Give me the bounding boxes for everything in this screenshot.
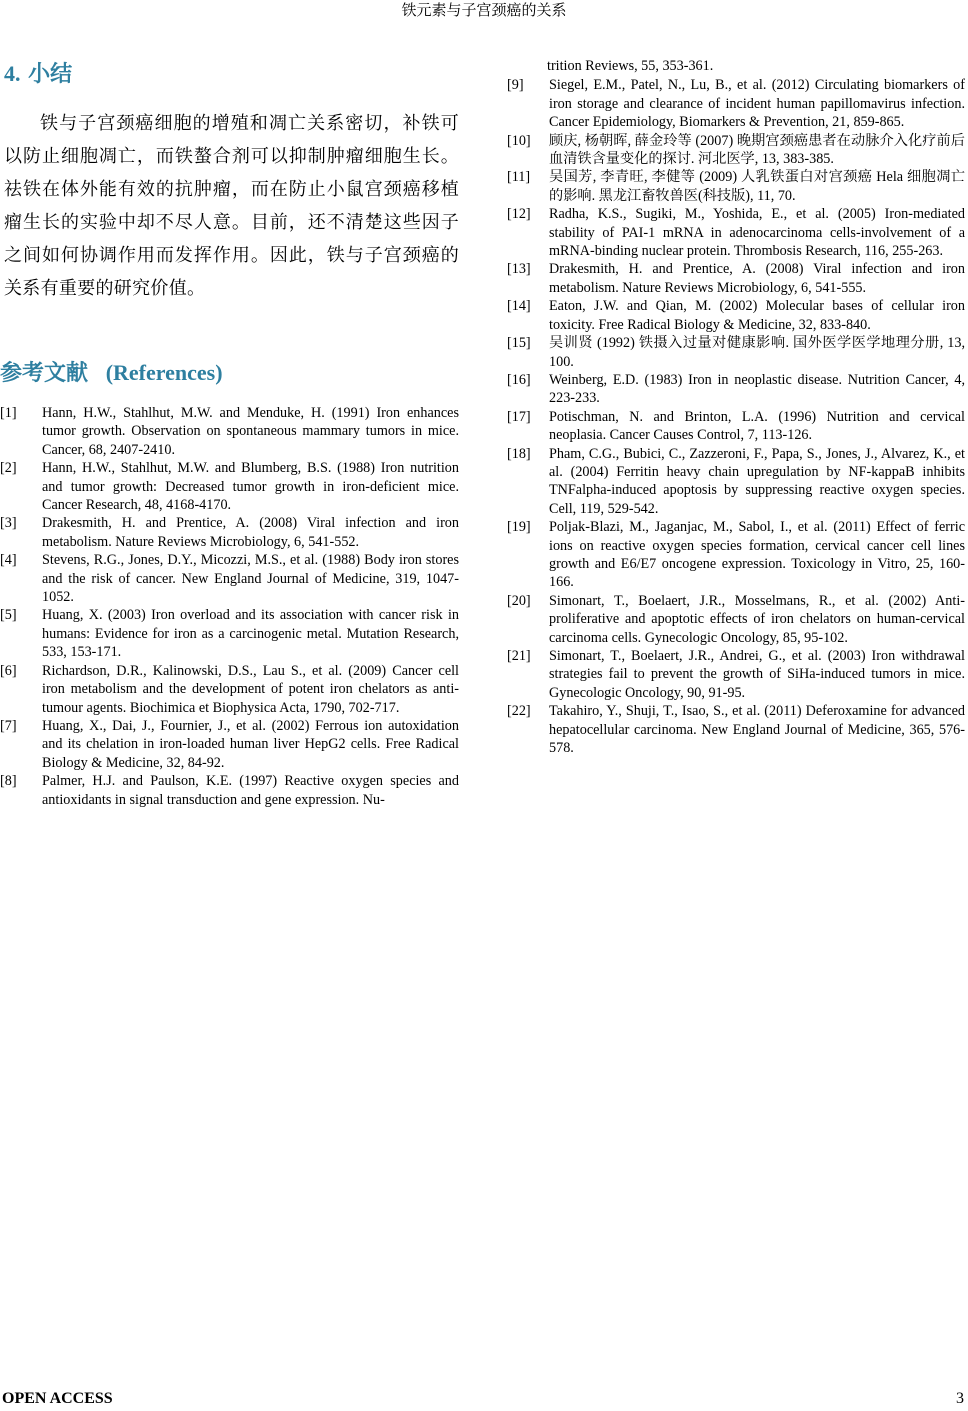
reference-text: 吴训贤 (1992) 铁摄入过量对健康影响. 国外医学医学地理分册, 13, 100. xyxy=(549,335,965,370)
reference-number: [19] xyxy=(507,519,531,536)
reference-text: Takahiro, Y., Shuji, T., Isao, S., et al. (2011) Deferoxamine for advanced hepatocellular carcinoma. New England Journal of Medicine, 365, 576-578. xyxy=(549,703,965,757)
references-heading-en: (References) xyxy=(105,360,223,385)
reference-text: Stevens, R.G., Jones, D.Y., Micozzi, M.S., et al. (1988) Body iron stores and the risk of cancer. New England Journal of Medicine, 319, 1047-1052. xyxy=(42,552,459,606)
reference-text: Drakesmith, H. and Prentice, A. (2008) Viral infection and iron metabolism. Nature Reviews Microbiology, 6, 541-555. xyxy=(549,261,965,296)
reference-text: Simonart, T., Boelaert, J.R., Andrei, G., et al. (2003) Iron withdrawal strategies fail to prevent the growth of SiHa-induced tumors in mice. Gynecologic Oncology, 90, 91-95. xyxy=(549,648,965,701)
reference-text: Pham, C.G., Bubici, C., Zazzeroni, F., Papa, S., Jones, J., Alvarez, K., et al. (2004) Ferritin heavy chain upregulation by NF-kappaB inhibits TNFalpha-induced apoptosis by suppressing reactive oxygen species. Cell, 119, 529-542. xyxy=(549,445,965,517)
reference-number: [15] xyxy=(507,335,531,352)
reference-number: [6] xyxy=(0,662,17,679)
references-heading xyxy=(0,359,459,388)
reference-number: [17] xyxy=(507,408,531,425)
reference-number: [18] xyxy=(507,445,531,462)
reference-list-left xyxy=(0,404,459,809)
reference-number: [5] xyxy=(0,607,17,624)
reference-item xyxy=(0,772,459,809)
reference-text: Poljak-Blazi, M., Jaganjac, M., Sabol, I., et al. (2011) Effect of ferric ions on reactive oxygen species formation, cervical cancer cell lines growth and E6/E7 oncogene expression. Toxicology in Vitro, 25, 160-166. xyxy=(549,519,965,591)
reference-item xyxy=(0,404,459,459)
reference-number: [16] xyxy=(507,371,531,388)
reference-number: [1] xyxy=(0,405,17,421)
reference-text: 顾庆, 杨朝晖, 薛金玲等 (2007) 晚期宫颈癌患者在动脉介入化疗前后血清铁含量变化的探讨. 河北医学, 13, 383-385. xyxy=(549,132,965,168)
right-column xyxy=(507,57,965,757)
reference-number: [13] xyxy=(507,261,531,278)
reference-text: 吴国芳, 李青旺, 李健等 (2009) 人乳铁蛋白对宫颈癌 Hela 细胞凋亡的影响. 黑龙江畜牧兽医(科技版), 11, 70. xyxy=(549,169,965,204)
reference-number: [21] xyxy=(507,648,531,664)
reference-item xyxy=(507,592,965,647)
running-header: 铁元素与子宫颈癌的关系 xyxy=(401,3,567,19)
reference-number: [2] xyxy=(0,460,17,477)
reference-text: Siegel, E.M., Patel, N., Lu, B., et al. (2012) Circulating biomarkers of iron storage and clearance of incident human papillomavirus infection. Cancer Epidemiology, Biomarkers & Prevention, 21, 859-865. xyxy=(549,77,965,131)
section-title-text: 小结 xyxy=(28,62,73,87)
page-number: 3 xyxy=(956,1390,964,1407)
reference-text: Huang, X., Dai, J., Fournier, J., et al. (2002) Ferrous ion autoxidation and its chelation in iron-loaded human liver HepG2 cells. Free Radical Biology & Medicine, 32, 84-92. xyxy=(42,717,459,771)
reference-item xyxy=(507,702,965,757)
reference-text: Drakesmith, H. and Prentice, A. (2008) Viral infection and iron metabolism. Nature Reviews Microbiology, 6, 541-552. xyxy=(42,515,459,550)
reference-list-right xyxy=(507,76,965,757)
reference-number: [8] xyxy=(0,773,17,790)
reference-number: [7] xyxy=(0,717,17,734)
reference-item xyxy=(507,445,965,519)
summary-paragraph: 铁与子宫颈癌细胞的增殖和凋亡关系密切，补铁可以防止细胞凋亡，而铁螯合剂可以抑制肿瘤细胞生长。祛铁在体外能有效的抗肿瘤，而在防止小鼠宫颈癌移植瘤生长的实验中却不尽人意。目前，还不清楚这些因子之间如何协调作用而发挥作用。因此，铁与子宫颈癌的关系有重要的研究价值。 xyxy=(4,113,459,299)
reference-text: Richardson, D.R., Kalinowski, D.S., Lau S., et al. (2009) Cancer cell iron metabolism and the development of potent iron chelators as anti-tumour agents. Biochimica et Biophysica Acta, 1790, 702-717. xyxy=(42,662,459,716)
reference-text: Simonart, T., Boelaert, J.R., Mosselmans, R., et al. (2002) Anti-proliferative and apoptotic effects of iron chelators on human-cervical carcinoma cells. Gynecologic Oncology, 85, 95-102. xyxy=(549,592,965,646)
reference-number: [20] xyxy=(507,592,531,609)
reference-number: [22] xyxy=(507,703,531,720)
reference-item xyxy=(0,551,459,606)
reference-item xyxy=(507,168,965,205)
reference-text: Huang, X. (2003) Iron overload and its association with cancer risk in humans: Evidence for iron as a carcinogenic metal. Mutation Research, 533, 153-171. xyxy=(42,607,459,661)
reference-item xyxy=(507,205,965,260)
reference-text: Weinberg, E.D. (1983) Iron in neoplastic disease. Nutrition Cancer, 4, 223-233. xyxy=(549,371,965,407)
reference-number: [10] xyxy=(507,132,531,149)
reference-item xyxy=(0,662,459,717)
reference-number: [14] xyxy=(507,298,531,315)
reference-number: [3] xyxy=(0,515,17,532)
reference-item xyxy=(507,518,965,592)
reference-continuation: trition Reviews, 55, 353-361. xyxy=(547,58,714,74)
reference-text: Radha, K.S., Sugiki, M., Yoshida, E., et al. (2005) Iron-mediated stability of PAI-1 mRNA in adenocarcinoma cells-involvement of a mRNA-binding nuclear protein. Thrombosis Research, 116, 255-263. xyxy=(549,206,965,260)
journal-label: OPEN ACCESS xyxy=(2,1390,113,1407)
reference-text: Palmer, H.J. and Paulson, K.E. (1997) Reactive oxygen species and antioxidants in signal transduction and gene expression. Nu- xyxy=(42,773,459,808)
references-heading-cn: 参考文献 xyxy=(0,361,89,386)
reference-item xyxy=(507,297,965,334)
reference-text: Hann, H.W., Stahlhut, M.W. and Menduke, H. (1991) Iron enhances tumor growth. Observation on spontaneous mammary tumors in mice. Cancer, 68, 2407-2410. xyxy=(42,405,459,458)
section-title xyxy=(4,60,459,89)
reference-item xyxy=(507,132,965,169)
left-column xyxy=(0,60,459,809)
reference-item xyxy=(507,647,965,702)
reference-number: [12] xyxy=(507,206,531,223)
reference-item xyxy=(507,334,965,371)
reference-number: [9] xyxy=(507,77,524,94)
reference-item xyxy=(0,459,459,514)
reference-text: Potischman, N. and Brinton, L.A. (1996) Nutrition and cervical neoplasia. Cancer Causes Control, 7, 113-126. xyxy=(549,408,965,444)
section-number: 4. xyxy=(4,61,21,86)
reference-text: Eaton, J.W. and Qian, M. (2002) Molecular bases of cellular iron toxicity. Free Radical Biology & Medicine, 32, 833-840. xyxy=(549,298,965,333)
reference-number: [11] xyxy=(507,169,531,186)
reference-item xyxy=(507,408,965,445)
reference-text: Hann, H.W., Stahlhut, M.W. and Blumberg, B.S. (1988) Iron nutrition and tumor growth: Decreased tumor growth in iron-deficient mice. Cancer Research, 48, 4168-4170. xyxy=(42,460,459,514)
reference-number: [4] xyxy=(0,552,17,569)
reference-item xyxy=(507,371,965,408)
reference-item xyxy=(0,606,459,661)
reference-item xyxy=(0,514,459,551)
reference-item xyxy=(0,717,459,772)
reference-item xyxy=(507,260,965,297)
reference-item xyxy=(507,76,965,131)
